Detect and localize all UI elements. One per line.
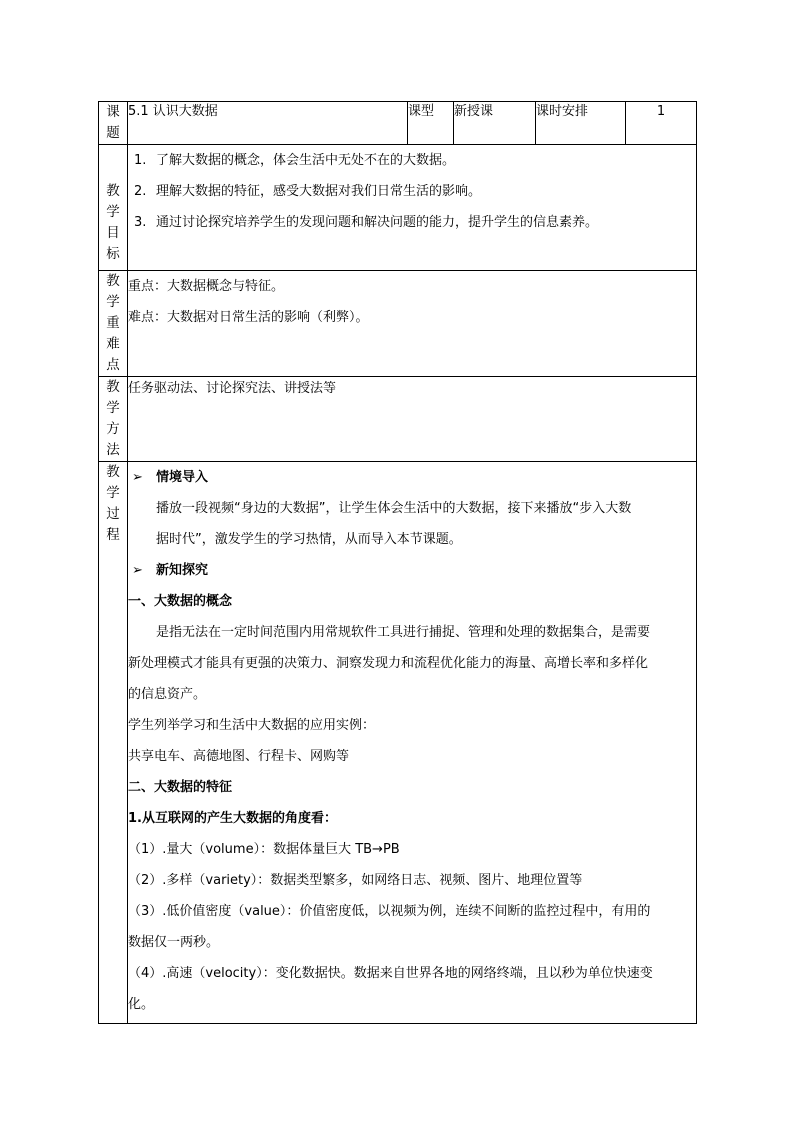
explore-heading: ➢ 新知探究 — [128, 555, 696, 586]
methods-label: 教 学 方 法 — [99, 377, 128, 462]
process-row — [99, 462, 697, 1024]
intro-text-line: 据时代”，激发学生的学习热情，从而导入本节课题。 — [156, 532, 462, 547]
arrow-bullet-icon: ➢ — [132, 563, 143, 578]
methods-row — [99, 377, 697, 462]
topic-label: 课 题 — [99, 102, 128, 145]
intro-heading: ➢ 情境导入 — [128, 462, 696, 493]
difficulty-content — [128, 271, 697, 377]
feature-item: （3）.低价值密度（value）：价值密度低，以视频为例，连续不间断的监控过程中，有用的 — [128, 904, 651, 919]
type-value: 新授课 — [454, 102, 536, 145]
process-content — [128, 462, 697, 1024]
methods-content: 任务驱动法、讨论探究法、讲授法等 — [128, 377, 697, 462]
feature-item: （2）.多样（variety）：数据类型繁多，如网络日志、视频、图片、地理位置等 — [128, 873, 583, 888]
feature-item: （4）.高速（velocity）：变化数据快。数据来自世界各地的网络终端，且以秒为单位快速变 — [128, 966, 653, 981]
feature-item: 化。 — [128, 997, 155, 1012]
goal-item: 2. 理解大数据的特征，感受大数据对我们日常生活的影响。 — [134, 184, 482, 199]
paragraph-line: 学生列举学习和生活中大数据的应用实例： — [128, 718, 376, 733]
topic-value: 5.1 认识大数据 — [128, 102, 408, 145]
section-heading: 二、大数据的特征 — [128, 780, 233, 795]
paragraph-line: 新处理模式才能具有更强的决策力、洞察发现力和流程优化能力的海量、高增长率和多样化 — [128, 656, 649, 671]
goal-item: 1. 了解大数据的概念，体会生活中无处不在的大数据。 — [134, 153, 456, 168]
type-label: 课型 — [408, 102, 454, 145]
intro-text-line: 播放一段视频“身边的大数据”，让学生体会生活中的大数据，接下来播放“步入大数 — [156, 501, 632, 516]
paragraph-line: 是指无法在一定时间范围内用常规软件工具进行捕捉、管理和处理的数据集合，是需要 — [156, 625, 651, 640]
key-point: 重点：大数据概念与特征。 — [128, 279, 285, 294]
paragraph-line: 的信息资产。 — [128, 687, 207, 702]
paragraph-line: 共享电车、高德地图、行程卡、网购等 — [128, 749, 350, 764]
goals-content — [128, 145, 697, 271]
goals-label: 教 学 目 标 — [99, 145, 128, 271]
difficulty-row — [99, 271, 697, 377]
hard-point: 难点：大数据对日常生活的影响（利弊）。 — [128, 310, 369, 325]
goal-item: 3. 通过讨论探究培养学生的发现问题和解决问题的能力，提升学生的信息素养。 — [134, 215, 599, 230]
feature-item: （1）.量大（volume）：数据体量巨大 TB→PB — [128, 842, 400, 857]
header-row — [99, 102, 697, 145]
difficulty-label: 教 学 重 难 点 — [99, 271, 128, 377]
section-heading: 一、大数据的概念 — [128, 594, 233, 609]
feature-item: 数据仅一两秒。 — [128, 935, 220, 950]
arrow-bullet-icon: ➢ — [132, 470, 143, 485]
lesson-plan-table — [98, 101, 697, 1024]
hours-value: 1 — [626, 102, 697, 145]
subsection-heading: 1.从互联网的产生大数据的角度看： — [128, 811, 337, 826]
process-label: 教 学 过 程 — [99, 462, 128, 1024]
hours-label: 课时安排 — [536, 102, 626, 145]
goals-row — [99, 145, 697, 271]
